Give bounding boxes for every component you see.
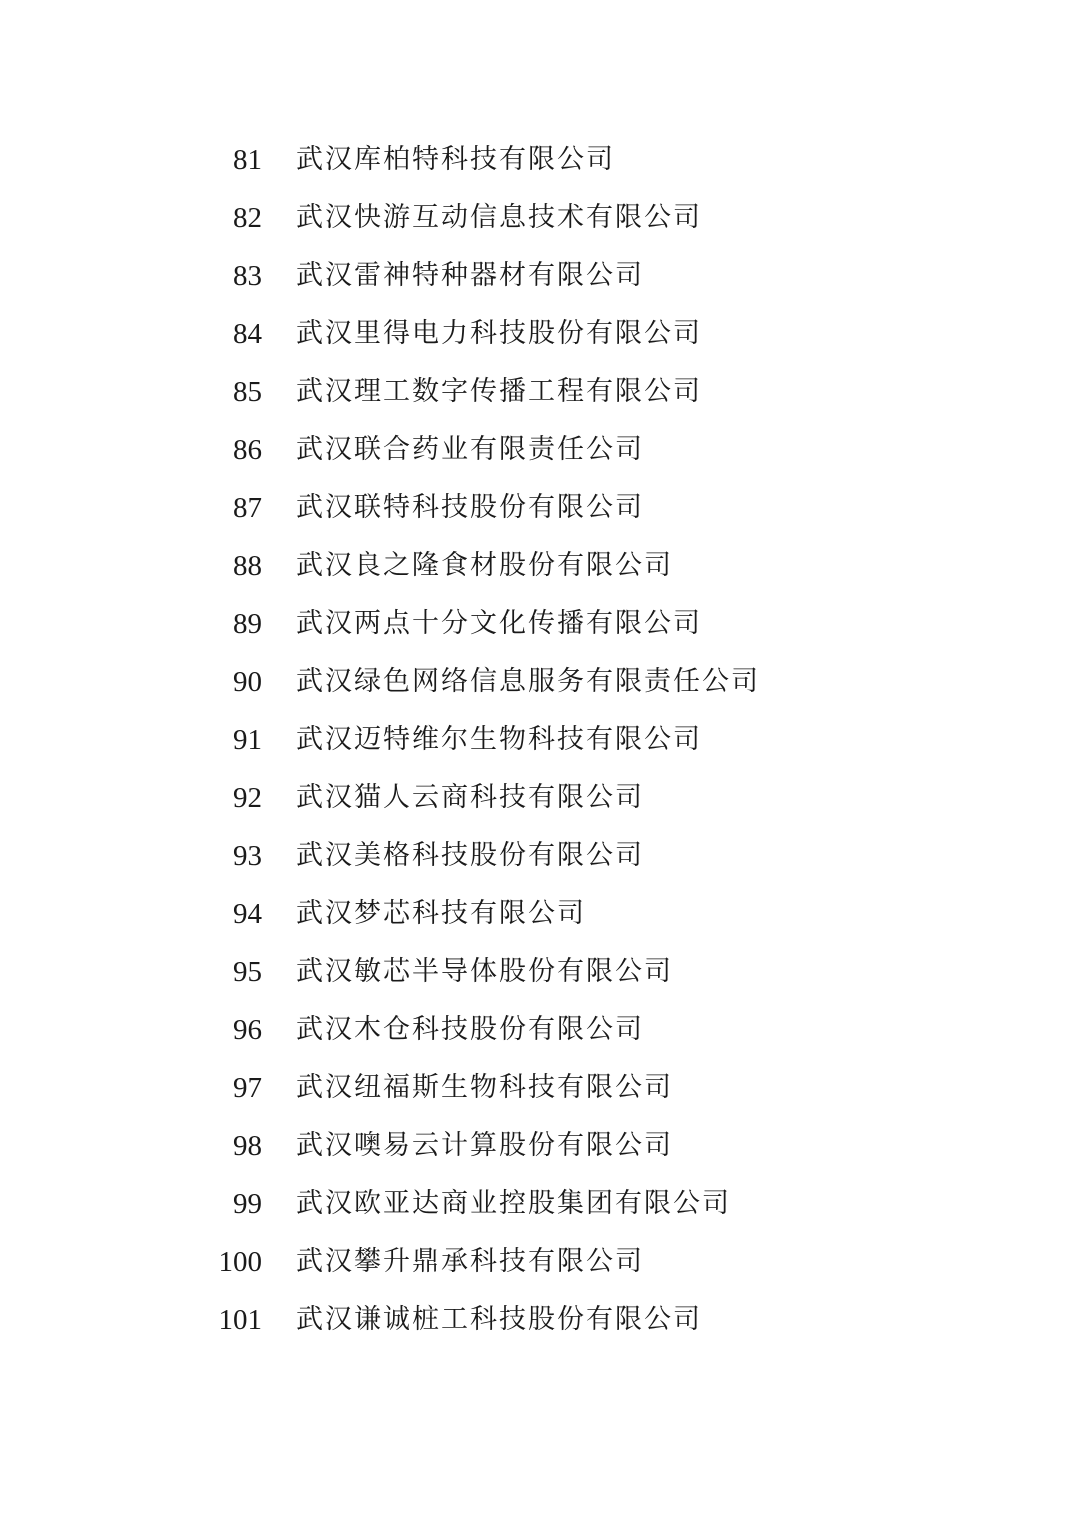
row-number: 101 [218, 1304, 262, 1336]
row-number: 89 [233, 608, 262, 640]
list-item [0, 769, 1080, 827]
row-number: 93 [233, 840, 262, 872]
row-number: 91 [233, 724, 262, 756]
company-name: 武汉攀升鼎承科技有限公司 [296, 1246, 644, 1277]
company-name: 武汉梦芯科技有限公司 [296, 898, 586, 929]
company-name: 武汉纽福斯生物科技有限公司 [296, 1072, 673, 1103]
row-number: 86 [233, 434, 262, 466]
row-number: 95 [233, 956, 262, 988]
list-item [0, 885, 1080, 943]
list-item [0, 1175, 1080, 1233]
list-item [0, 1001, 1080, 1059]
list-item [0, 363, 1080, 421]
row-number: 88 [233, 550, 262, 582]
company-name: 武汉迈特维尔生物科技有限公司 [296, 724, 702, 755]
list-item [0, 827, 1080, 885]
company-name: 武汉理工数字传播工程有限公司 [296, 376, 702, 407]
list-item [0, 537, 1080, 595]
list-item [0, 653, 1080, 711]
list-item [0, 1291, 1080, 1349]
row-number: 98 [233, 1130, 262, 1162]
list-item [0, 131, 1080, 189]
company-name: 武汉良之隆食材股份有限公司 [296, 550, 673, 581]
row-number: 82 [233, 202, 262, 234]
list-item [0, 1117, 1080, 1175]
company-name: 武汉猫人云商科技有限公司 [296, 782, 644, 813]
company-name: 武汉木仓科技股份有限公司 [296, 1014, 644, 1045]
list-item [0, 421, 1080, 479]
company-list [0, 131, 1080, 1349]
list-item [0, 479, 1080, 537]
list-item [0, 1233, 1080, 1291]
company-name: 武汉两点十分文化传播有限公司 [296, 608, 702, 639]
list-item [0, 595, 1080, 653]
list-item [0, 943, 1080, 1001]
row-number: 85 [233, 376, 262, 408]
company-name: 武汉库柏特科技有限公司 [296, 144, 615, 175]
company-name: 武汉快游互动信息技术有限公司 [296, 202, 702, 233]
company-name: 武汉里得电力科技股份有限公司 [296, 318, 702, 349]
row-number: 96 [233, 1014, 262, 1046]
company-name: 武汉雷神特种器材有限公司 [296, 260, 644, 291]
list-item [0, 711, 1080, 769]
company-name: 武汉美格科技股份有限公司 [296, 840, 644, 871]
row-number: 81 [233, 144, 262, 176]
row-number: 100 [218, 1246, 262, 1278]
row-number: 99 [233, 1188, 262, 1220]
list-item [0, 247, 1080, 305]
row-number: 97 [233, 1072, 262, 1104]
company-name: 武汉欧亚达商业控股集团有限公司 [296, 1188, 731, 1219]
row-number: 84 [233, 318, 262, 350]
company-name: 武汉联特科技股份有限公司 [296, 492, 644, 523]
row-number: 87 [233, 492, 262, 524]
list-item [0, 1059, 1080, 1117]
row-number: 90 [233, 666, 262, 698]
company-name: 武汉绿色网络信息服务有限责任公司 [296, 666, 760, 697]
row-number: 94 [233, 898, 262, 930]
row-number: 92 [233, 782, 262, 814]
company-name: 武汉噢易云计算股份有限公司 [296, 1130, 673, 1161]
list-item [0, 189, 1080, 247]
company-name: 武汉谦诚桩工科技股份有限公司 [296, 1304, 702, 1335]
company-name: 武汉联合药业有限责任公司 [296, 434, 644, 465]
list-item [0, 305, 1080, 363]
company-name: 武汉敏芯半导体股份有限公司 [296, 956, 673, 987]
row-number: 83 [233, 260, 262, 292]
